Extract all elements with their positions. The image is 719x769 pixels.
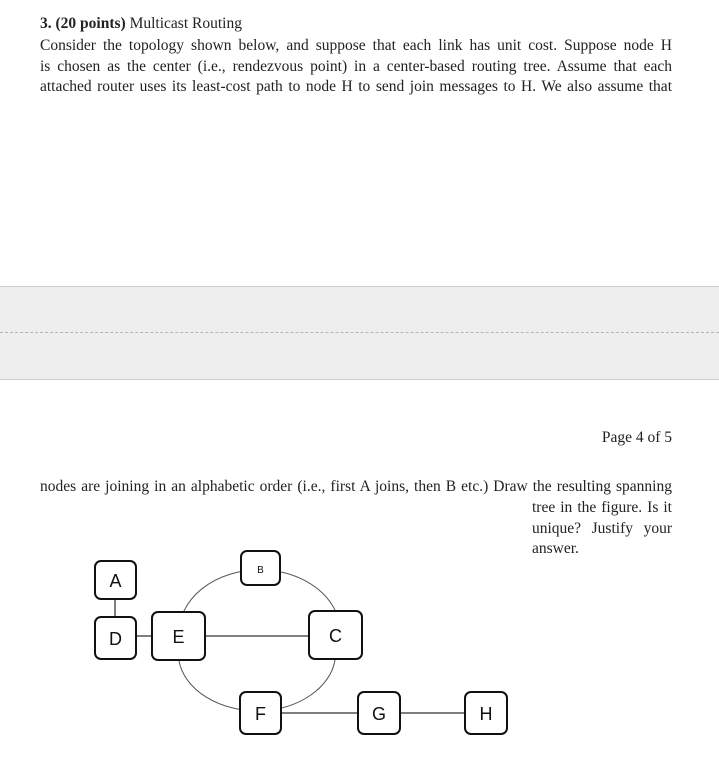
node-g xyxy=(358,692,400,734)
question-line: Consider the topology shown below, and suppose that each link has unit cost. Suppose node H xyxy=(40,37,672,54)
question-continuation-line: answer. xyxy=(532,540,579,557)
question-line: attached router uses its least-cost path to node H to send join messages to H. We also assume that xyxy=(40,78,672,95)
node-g-label: G xyxy=(371,704,387,724)
question-points: (20 points) xyxy=(55,15,126,32)
node-h-label: H xyxy=(479,704,493,724)
page-gap xyxy=(0,286,719,380)
node-f xyxy=(240,692,281,734)
node-c xyxy=(309,611,362,659)
page-number: Page 4 of 5 xyxy=(601,429,672,446)
node-d-label: D xyxy=(109,629,122,649)
node-c-label: C xyxy=(329,626,342,646)
question-heading xyxy=(40,14,242,34)
question-continuation-line: unique? Justify your xyxy=(532,519,672,537)
node-d xyxy=(95,617,136,659)
network-topology-diagram xyxy=(0,540,719,769)
node-b xyxy=(241,551,280,585)
node-f-label: F xyxy=(255,704,266,724)
question-body xyxy=(40,36,672,98)
question-line: is chosen as the center (i.e., rendezvous point) in a center-based routing tree. Assume that each xyxy=(40,57,672,75)
node-a-label: A xyxy=(109,571,122,591)
node-b-label: B xyxy=(257,565,264,576)
node-a xyxy=(95,561,136,599)
page-4-top xyxy=(0,0,719,287)
question-continuation-line: nodes are joining in an alphabetic order (i.e., first A joins, then B etc.) Draw the resulting spanning xyxy=(40,478,672,495)
node-e-label: E xyxy=(172,627,185,647)
question-number: 3. xyxy=(40,15,52,32)
node-h xyxy=(465,692,507,734)
question-title: Multicast Routing xyxy=(129,15,242,32)
question-continuation-line: tree in the figure. Is it xyxy=(532,499,672,516)
node-e xyxy=(152,612,205,660)
page-break-divider xyxy=(0,332,719,333)
